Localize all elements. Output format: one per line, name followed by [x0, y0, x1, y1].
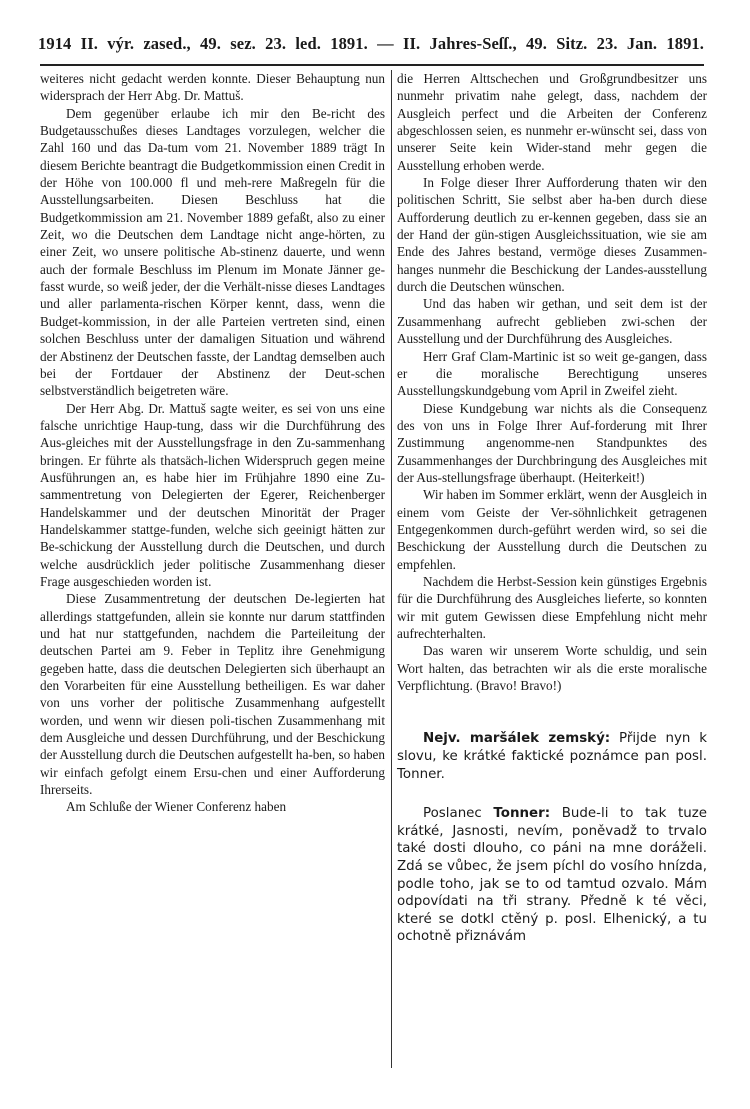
- page-header: 1914 II. výr. zased., 49. sez. 23. led. 1891. — II. Jahres-Seſſ., 49. Sitz. 23. Jan. 1891.: [38, 34, 704, 53]
- speaker-name: Nejv. maršálek zemský:: [423, 731, 611, 747]
- right-column: [397, 70, 707, 946]
- paragraph: Der Herr Abg. Dr. Mattuš sagte weiter, es sei von uns eine falsche unrichtige Haup-tung, dass wir die Durchführung des Aus-gleiches mit der Ausstellungsfrage in den Zu-sammenhang bringen. Er führte als thatsäch-lichen Widerspruch gegen meine Ausführungen an, es habe hier im Frühjahre 1890 eine Zu-sammentretung von Delegierten der Egerer, Reichenberger Handelskammer und der deutschen Minorität der Prager Handelskammer stattge-funden, welche sich geeinigt hätten zur Be-schickung der Ausstellung durch die Deutschen, und durch welche ausdrücklich jeder politische Zusammenhang dieser Frage ausgeschieden worden ist.: [40, 400, 385, 589]
- paragraph: Herr Graf Clam-Martinic ist so weit ge-gangen, dass er die moralische Berechtigung unseres Ausstellungskundgebung vom April in Zweifel zieht.: [397, 348, 707, 399]
- speaker-prefix: Poslanec: [423, 806, 494, 822]
- paragraph: In Folge dieser Ihrer Aufforderung thaten wir den politischen Schritt, Sie selbst aber ha-ben durch diese Aufforderung deutlich zu er-kennen gegeben, dass sie an der Hand der gün-stigen Ausgleichssituation, wie sie am Ende des Jahres bestand, vermöge dieses Zusammen-hanges nunmehr die Beschickung der Landes-ausstellung durch die Deutschen wünschen.: [397, 175, 707, 295]
- section-gap: [397, 783, 707, 805]
- left-column: [40, 70, 385, 816]
- paragraph: Diese Kundgebung war nichts als die Consequenz des von uns in Folge Ihrer Auf-forderung mit Ihrer Zustimmung angenomme-nen Standpunktes des Zusammenhanges der Durchbringung des Ausgleiches mit der Aus-stellungsfrage überhaupt. (Heiterkeit!): [397, 400, 707, 485]
- column-divider: [391, 70, 392, 1068]
- paragraph: Und das haben wir gethan, und seit dem ist der Zusammenhang aufrecht geblieben zwi-schen der Ausstellung und der Durchführung des Ausgleiches.: [397, 296, 707, 347]
- paragraph: Nachdem die Herbst-Session kein günstiges Ergebnis für die Durchführung des Ausgleiches lieferte, so konnten wir mit gutem Gewissen diese Empfehlung nicht mehr aufrechterhalten.: [397, 573, 707, 641]
- speech-tonner: [397, 805, 707, 946]
- speech-text: Bude-li to tak tuze krátké, Jasnosti, nevím, poněvadž to trvalo také dosti dlouho, co páni na mne doráželi. Zdá se vůbec, že jsem píchl do vosího hnízda, podle toho, jak se to od tamtud ozvalo. Mám odpovídati na tři strany. Předně k té věci, které se dotkl ctěný p. posl. Elhenický, a tu ochotně přiznávám: [397, 806, 707, 945]
- paragraph: Diese Zusammentretung der deutschen De-legierten hat allerdings stattgefunden, allein sie konnte nur darum stattfinden und hat nur stattgefunden, nachdem die Parteileitung der deutschen Partei am 9. Feber in Teplitz ihre Genehmigung gegeben hatte, dass die deutschen Delegierten sich überhaupt an den Vorarbeiten für eine Ausstellung betheiligen. Es war daher von uns vorher der politische Zusammenhang aufgestellt worden, und wenn wir diesen poli-tischen Zusammenhang mit dem Ausgleiche und dessen Durchführung, und der Beschickung der Ausstellung durch die Deutschen aufgestellt ha-ben, so haben wir einfach gefolgt einem Ersu-chen und einer Aufforderung Ihrerseits.: [40, 591, 385, 798]
- paragraph: Wir haben im Sommer erklärt, wenn der Ausgleich in einem vom Geiste der Ver-söhnlichkeit getragenen Entgegenkommen durch-geführt werden wird, so sei die Beschickung der Ausstellung durch die Deutschen zu empfehlen.: [397, 487, 707, 572]
- header-rule: [40, 64, 704, 66]
- paragraph: Dem gegenüber erlaube ich mir den Be-richt des Budgetausschußes dieses Landtages vorzulegen, welcher die Zahl 160 und das Da-tum vom 21. November 1889 trägt In diesem Berichte beantragt die Budgetkommission einen Credit in der Höhe von 100.000 fl und meh-rere Maßregeln für die Ausstellungsarbeiten. Diesen Beschluss hat die Budgetkommission am 21. November 1889 gefaßt, also zu einer Zeit, wo die Deutschen dem Landtage nicht ange-hörten, zu einer Zeit, wo unsere politische Ab-stinenz dauerte, und wenn auch der formale Beschluss im Plenum im Monate Jänner ge-fasst wurde, so weiß jeder, der die Verhält-nisse dieses Landtages und aller parlamenta-rischen Körper kennt, dass, wenn die Budget-kommission, in der alle Parteien vertreten sind, einen solchen Beschluss unter der damaligen Situation und während der Abstinenz der Deutschen fasste, der Landtag demselben auch bei der Fortdauer der Abstinenz der Deut-schen selbstverständlich beigetreten wäre.: [40, 105, 385, 399]
- speech-text: Přijde nyn k slovu, ke krátké faktické poznámce pan posl. Tonner.: [397, 731, 707, 782]
- speech-marshal: [397, 730, 707, 783]
- paragraph: weiteres nicht gedacht werden konnte. Dieser Behauptung nun widersprach der Herr Abg. Dr. Mattuš.: [40, 71, 385, 104]
- section-gap: [397, 694, 707, 730]
- speaker-name: Tonner:: [493, 806, 551, 822]
- paragraph: Das waren wir unserem Worte schuldig, und sein Wort halten, das betrachten wir als die erste moralische Verpflichtung. (Bravo! Bravo!): [397, 643, 707, 694]
- paragraph: Am Schluße der Wiener Conferenz haben: [66, 799, 287, 815]
- paragraph: die Herren Alttschechen und Großgrundbesitzer uns nunmehr privatim nahe gelegt, dass, nachdem der Ausgleich perfect und die Arbeiten der Conferenz abgeschlossen seien, es nunmehr er-wünscht sei, dass von unserer Seite kein Wider-stand mehr gegen die Ausstellung erhoben werde.: [397, 71, 707, 173]
